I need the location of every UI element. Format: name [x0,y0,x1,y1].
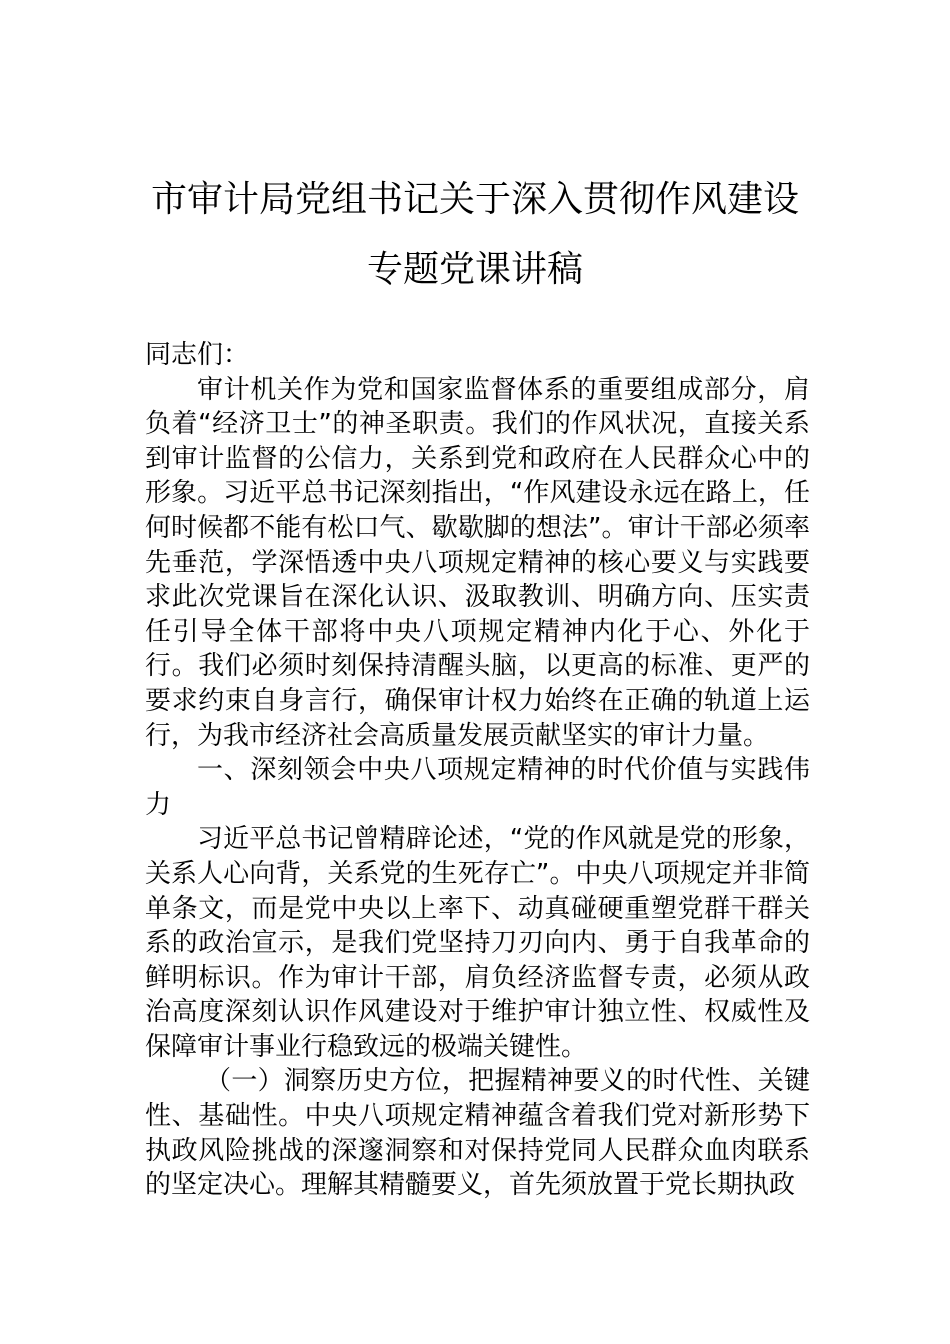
paragraph-subsection-1: （一）洞察历史方位，把握精神要义的时代性、关键性、基础性。中央八项规定精神蕴含着我们党对新形势下执政风险挑战的深邃洞察和对保持党同人民群众血肉联系的坚定决心。理解其精髓要义，首先须放置于党长期执政 [145,1066,810,1201]
document-title-line-1: 市审计局党组书记关于深入贯彻作风建设 [150,179,799,220]
document-title-line-2: 专题党课讲稿 [366,249,583,290]
salutation: 同志们： [145,340,250,370]
paragraph-section-1: 习近平总书记曾精辟论述，“党的作风就是党的形象，关系人心向背，关系党的生死存亡”。中央八项规定并非简单条文，而是党中央以上率下、动真碰硬重塑党群干群关系的政治宣示，是我们党坚持刀刃向内、勇于自我革命的鲜明标识。作为审计干部，肩负经济监督专责，必须从政治高度深刻认识作风建设对于维护审计独立性、权威性及保障审计事业行稳致远的极端关键性。 [145,824,810,1062]
section-heading-1: 一、深刻领会中央八项规定精神的时代价值与实践伟力 [145,755,810,820]
document-body [145,338,810,1203]
paragraph-intro: 审计机关作为党和国家监督体系的重要组成部分，肩负着“经济卫士”的神圣职责。我们的作风状况，直接关系到审计监督的公信力，关系到党和政府在人民群众心中的形象。习近平总书记深刻指出，“作风建设永远在路上，任何时候都不能有松口气、歇歇脚的想法”。审计干部必须率先垂范，学深悟透中央八项规定精神的核心要义与实践要求此次党课旨在深化认识、汲取教训、明确方向、压实责任引导全体干部将中央八项规定精神内化于心、外化于行。我们必须时刻保持清醒头脑，以更高的标准、更严的要求约束自身言行，确保审计权力始终在正确的轨道上运行，为我市经济社会高质量发展贡献坚实的审计力量。 [145,374,810,751]
